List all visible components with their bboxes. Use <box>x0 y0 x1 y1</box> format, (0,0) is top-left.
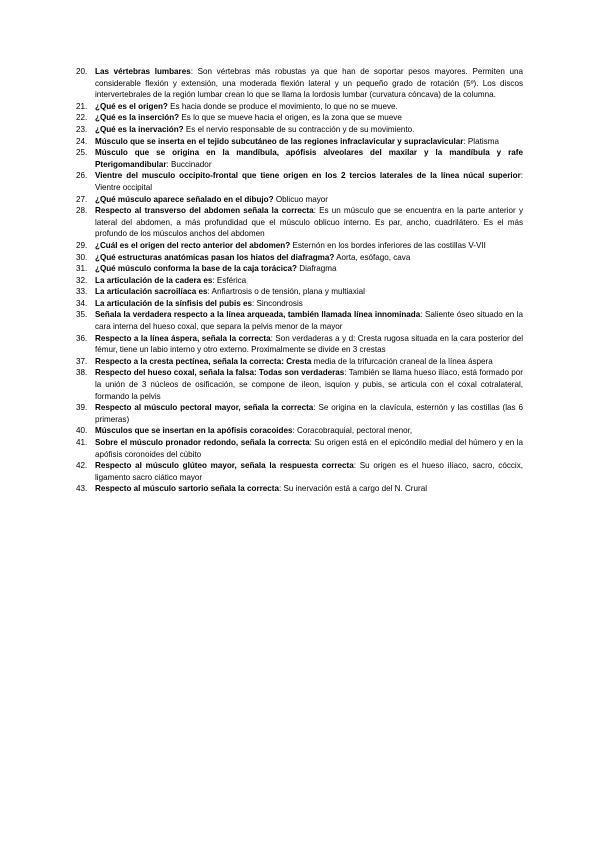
item-number: 28. <box>76 206 88 216</box>
list-item <box>0 460 600 483</box>
question-text: Sobre el músculo pronador redondo, señala la correcta <box>95 438 310 447</box>
item-body <box>95 275 523 287</box>
question-text: ¿Qué es el origen? <box>95 101 168 111</box>
item-number: 30. <box>76 252 88 262</box>
item-body <box>95 437 523 460</box>
list-item <box>0 309 600 332</box>
question-text: Músculo que se inserta en el tejido subcutáneo de las regiones infraclavicular y supraclavicular <box>95 136 464 146</box>
answer-text: Son vértebras más robustas ya que han de soportar pesos mayores. Permiten una considerable flexión y extensión, una moderada flexión lateral y un pequeño grado de rotación (5º). Los discos intervertebrales de la región lumbar crean lo que se llama la lordosis lumbar (curvatura cóncava) de la columna. <box>95 67 523 100</box>
item-body <box>95 124 523 136</box>
item-body <box>95 333 523 356</box>
list-item <box>0 275 600 287</box>
answer-text: Diafragma <box>299 264 337 274</box>
list-item <box>0 425 600 437</box>
item-body <box>95 194 523 206</box>
separator: : <box>251 298 257 308</box>
list-item <box>0 437 600 460</box>
item-number: 43. <box>76 484 88 494</box>
item-body <box>95 460 523 483</box>
separator: : <box>278 484 284 494</box>
item-number: 22. <box>76 113 88 123</box>
question-list <box>0 66 600 495</box>
answer-text: Anfiartrosis o de tensión, plana y multiaxial <box>211 287 365 297</box>
answer-text: Vientre occipital <box>95 182 152 192</box>
item-number: 33. <box>76 287 88 297</box>
list-item <box>0 356 600 368</box>
item-body <box>95 170 523 193</box>
answer-text: Es un músculo que se encuentra en la parte anterior y lateral del abdomen, a más profundidad que el músculo oblicuo interno. Es par, ancho, cuadrilátero. Es el más profundo de los músculos anchos del abdomen <box>95 206 524 239</box>
question-text: ¿Qué músculo aparece señalado en el dibujo? <box>95 194 274 204</box>
separator: : <box>420 310 425 320</box>
separator: : <box>292 426 297 436</box>
answer-text: Esternón en los bordes inferiores de las costillas V-VII <box>292 240 486 250</box>
item-body <box>95 309 523 332</box>
answer-text: Coracobraquial, pectoral menor, <box>296 426 413 436</box>
item-body <box>95 101 523 113</box>
answer-text: También se llama hueso ilíaco, está formado por la unión de 3 núcleos de osificación, se compone de ileon, isquion y pubis, se articula con el coxal cotralateral, formando la pelvis <box>95 368 524 401</box>
item-body <box>95 286 523 298</box>
separator: : <box>344 368 349 378</box>
separator: : <box>313 206 320 216</box>
item-body <box>95 425 523 437</box>
answer-text: Saliente óseo situado en la cara interna del hueso coxal, que separa la pelvis menor de la mayor <box>95 310 524 332</box>
item-number: 41. <box>76 438 88 447</box>
item-number: 39. <box>76 403 88 413</box>
item-body <box>95 147 523 170</box>
item-body <box>95 136 523 148</box>
question-text: Respecto a la cresta pectínea, señala la correcta: Cresta <box>95 356 312 366</box>
separator: : <box>309 438 315 447</box>
question-text: Respecto al músculo pectoral mayor, señala la correcta <box>95 403 314 413</box>
item-number: 26. <box>76 171 88 181</box>
item-number: 32. <box>76 275 88 285</box>
list-item <box>0 101 600 113</box>
list-item <box>0 194 600 206</box>
question-text: La articulación sacroilíaca es <box>95 287 208 297</box>
list-item <box>0 252 600 264</box>
item-number: 35. <box>76 310 88 320</box>
list-item <box>0 66 600 101</box>
question-text: Respecto a la línea áspera, señala la correcta <box>95 333 271 343</box>
question-text: ¿Cuál es el origen del recto anterior del abdomen? <box>95 240 291 250</box>
question-text: Las vértebras lumbares <box>95 67 191 76</box>
question-text: ¿Qué es la inserción? <box>95 113 180 123</box>
list-item <box>0 333 600 356</box>
item-body <box>95 356 523 368</box>
item-body <box>95 66 523 101</box>
list-item <box>0 483 600 495</box>
list-item <box>0 263 600 275</box>
list-item <box>0 402 600 425</box>
question-text: Músculos que se insertan en la apófisis coracoides <box>95 426 293 436</box>
item-body <box>95 367 523 402</box>
item-number: 24. <box>76 136 88 146</box>
item-body <box>95 298 523 310</box>
item-number: 36. <box>76 333 88 343</box>
answer-text: media de la trifurcación craneal de la línea áspera <box>313 356 493 366</box>
answer-text: Su inervación está a cargo del N. Crural <box>283 484 427 494</box>
answer-text: Es el nervio responsable de su contracción y de su movimiento. <box>185 124 415 134</box>
item-body <box>95 252 523 264</box>
answer-text: Sincondrosis <box>256 298 303 308</box>
separator: : <box>520 171 523 181</box>
item-body <box>95 205 523 240</box>
question-text: Respecto del hueso coxal, señala la falsa: Todas son verdaderas <box>95 368 345 378</box>
answer-text: Aorta, esófago, cava <box>336 252 411 262</box>
question-text: Músculo que se origina en la mandíbula, apófisis alveolares del maxilar y la mandíbula y rafe Pterigomandibular <box>95 148 523 169</box>
question-text: Respecto al músculo sartorio señala la correcta <box>95 484 279 494</box>
item-body <box>95 402 523 425</box>
answer-text: Su origen está en el epicóndilo medial del húmero y en la apófisis coronoides del cúbito <box>95 438 524 459</box>
item-number: 42. <box>76 461 88 471</box>
answer-text: Platisma <box>467 136 499 146</box>
separator: : <box>353 461 360 471</box>
separator: : <box>270 333 276 343</box>
answer-text: Es lo que se mueve hacia el origen, es la zona que se mueve <box>181 113 402 123</box>
item-number: 21. <box>76 101 88 111</box>
separator: : <box>190 67 198 76</box>
separator: : <box>166 159 172 169</box>
list-item <box>0 286 600 298</box>
answer-text: Esférica <box>216 275 247 285</box>
item-body <box>95 240 523 252</box>
list-item <box>0 124 600 136</box>
list-item <box>0 298 600 310</box>
answer-text: Su origen es el hueso ilíaco, sacro, cóccix, ligamento sacro ciático mayor <box>95 461 524 482</box>
item-number: 31. <box>76 264 88 274</box>
list-item <box>0 240 600 252</box>
question-text: ¿Qué es la inervación? <box>95 124 184 134</box>
answer-text: Se origina en la clavícula, esternón y las costillas (las 6 primeras) <box>95 403 523 424</box>
separator: : <box>212 275 217 285</box>
item-body <box>95 483 523 495</box>
answer-text: Oblicuo mayor <box>275 194 328 204</box>
question-text: ¿Qué músculo conforma la base de la caja torácica? <box>95 264 297 274</box>
item-number: 29. <box>76 240 88 250</box>
separator: : <box>313 403 319 413</box>
item-body <box>95 263 523 275</box>
question-text: Vientre del musculo occipito-frontal que tiene origen en los 2 tercios laterales de la línea núcal superior <box>95 171 521 181</box>
item-number: 38. <box>76 368 88 378</box>
item-number: 37. <box>76 356 88 366</box>
item-body <box>95 112 523 124</box>
answer-text: Son verdaderas a y d: Cresta rugosa situada en la cara posterior del fémur, tiene un labio interno y otro externo. Proximalmente se divide en 3 crestas <box>95 333 523 355</box>
item-number: 23. <box>76 124 88 134</box>
item-number: 20. <box>76 67 88 76</box>
list-item <box>0 170 600 193</box>
question-text: Respecto al músculo glúteo mayor, señala la respuesta correcta <box>95 461 354 471</box>
list-item <box>0 112 600 124</box>
answer-text: Buccinador <box>171 159 212 169</box>
question-text: Señala la verdadera respecto a la línea arqueada, también llamada línea innominada <box>95 310 421 320</box>
question-text: La articulación de la sínfisis del pubis es <box>95 298 252 308</box>
answer-text: Es hacia donde se produce el movimiento, lo que no se mueve. <box>170 101 398 111</box>
item-number: 34. <box>76 298 88 308</box>
separator: : <box>207 287 212 297</box>
item-number: 40. <box>76 426 88 436</box>
list-item <box>0 205 600 240</box>
separator: : <box>463 136 468 146</box>
list-item <box>0 136 600 148</box>
item-number: 27. <box>76 194 88 204</box>
item-number: 25. <box>76 148 88 158</box>
list-item <box>0 147 600 170</box>
question-text: ¿Qué estructuras anatómicas pasan los hiatos del diafragma? <box>95 252 335 262</box>
question-text: Respecto al transverso del abdomen señala la correcta <box>95 206 314 216</box>
question-text: La articulación de la cadera es <box>95 275 213 285</box>
list-item <box>0 367 600 402</box>
